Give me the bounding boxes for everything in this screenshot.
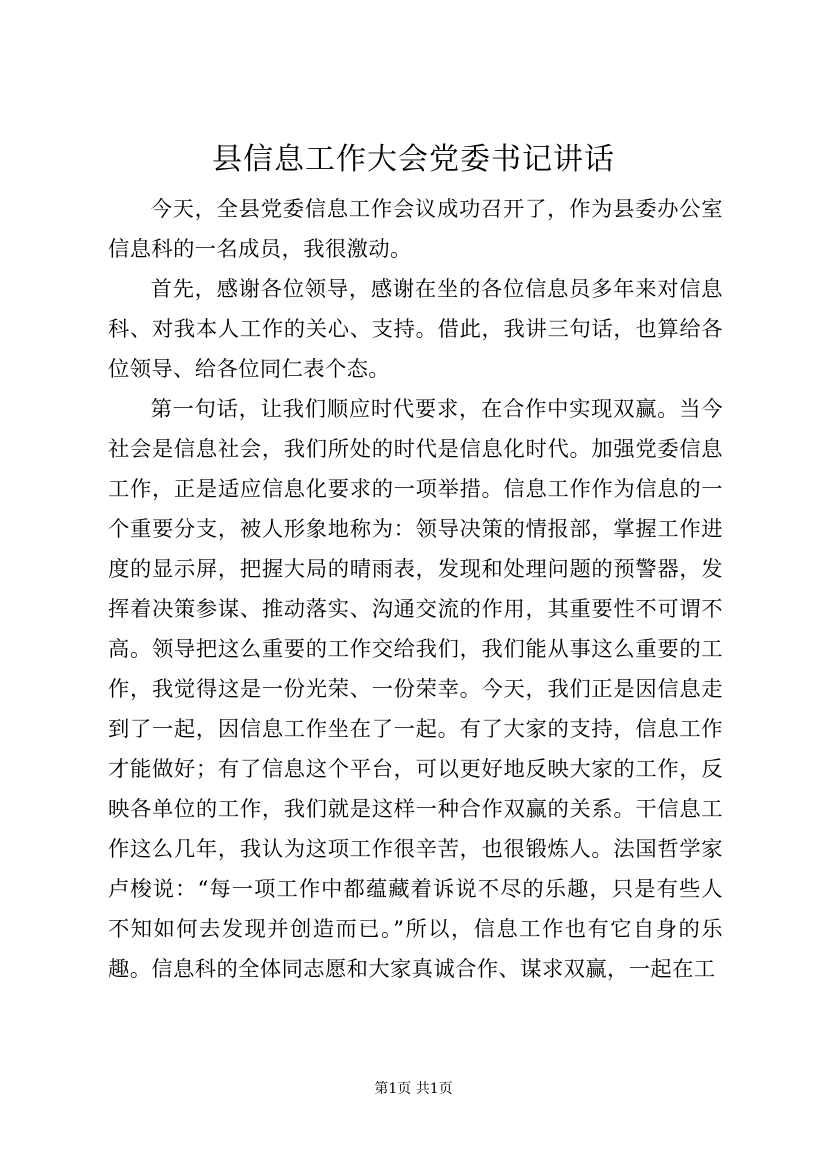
document-body [108, 190, 723, 990]
page-number-footer: 第1页 共1页 [374, 1081, 453, 1097]
paragraph-2: 首先，感谢各位领导，感谢在坐的各位信息员多年来对信息科、对我本人工作的关心、支持。借此，我讲三句话，也算给各位领导、给各位同仁表个态。 [108, 277, 723, 382]
document-title: 县信息工作大会党委书记讲话 [212, 142, 615, 177]
paragraph-1: 今天，全县党委信息工作会议成功召开了，作为县委办公室信息科的一名成员，我很激动。 [108, 197, 723, 262]
paragraph-3: 第一句话，让我们顺应时代要求，在合作中实现双赢。当今社会是信息社会，我们所处的时代是信息化时代。加强党委信息工作，正是适应信息化要求的一项举措。信息工作作为信息的一个重要分支，被人形象地称为：领导决策的情报部，掌握工作进度的显示屏，把握大局的晴雨表，发现和处理问题的预警器，发挥着决策参谋、推动落实、沟通交流的作用，其重要性不可谓不高。领导把这么重要的工作交给我们，我们能从事这么重要的工作，我觉得这是一份光荣、一份荣幸。今天，我们正是因信息走到了一起，因信息工作坐在了一起。有了大家的支持，信息工作才能做好；有了信息这个平台，可以更好地反映大家的工作，反映各单位的工作，我们就是这样一种合作双赢的关系。干信息工作这么几年，我认为这项工作很辛苦，也很锻炼人。法国哲学家卢梭说：“每一项工作中都蕴藏着诉说不尽的乐趣，只是有些人不知如何去发现并创造而已。”所以，信息工作也有它自身的乐趣。信息科的全体同志愿和大家真诚合作、谋求双赢，一起在工 [108, 397, 723, 982]
